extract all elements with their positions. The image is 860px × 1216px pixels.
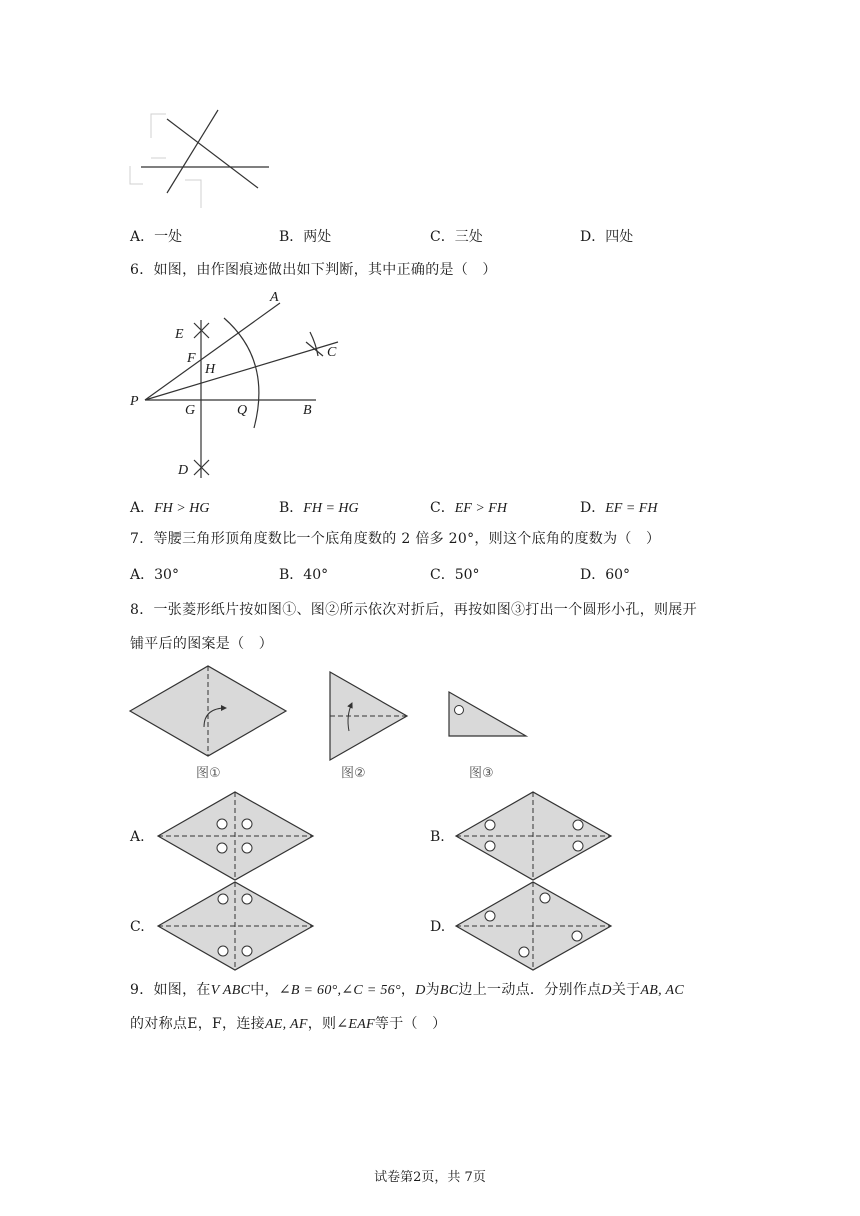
q7-option-d[interactable] xyxy=(580,564,630,584)
q9-points-ef: E，F xyxy=(187,1016,223,1032)
hole-icon xyxy=(218,946,228,956)
q5-slanted-line-1 xyxy=(167,119,258,188)
option-text: 60° xyxy=(605,567,631,583)
q9-point-d: D xyxy=(415,983,426,998)
q6-option-d[interactable] xyxy=(580,497,657,517)
option-text: 50° xyxy=(454,567,480,583)
q9-stem-line2 xyxy=(130,1013,446,1033)
hole-icon xyxy=(485,911,495,921)
option-text: 30° xyxy=(154,567,179,583)
figure-1-caption: 图① xyxy=(196,766,221,781)
q9-text: 关于 xyxy=(611,982,641,998)
mark-e-2 xyxy=(194,323,209,338)
q9-text: 9．如图，在 xyxy=(130,982,211,998)
q5-option-c[interactable] xyxy=(430,226,483,246)
q9-stem-line1 xyxy=(130,979,684,999)
label-h: H xyxy=(205,362,216,377)
ray-pa xyxy=(145,303,280,400)
option-text: 两处 xyxy=(303,229,332,245)
option-d-rhombus xyxy=(456,882,611,970)
q8-option-a-label[interactable]: A. xyxy=(130,829,145,845)
q9-angles: ∠B = 60°,∠C = 56° xyxy=(278,983,401,998)
option-letter: D． xyxy=(580,567,606,583)
option-letter: C． xyxy=(430,229,455,245)
q9-text: 边上一动点．分别作点 xyxy=(458,982,602,998)
mark-e-1 xyxy=(194,323,209,338)
mark-c-2 xyxy=(310,332,318,356)
label-a: A xyxy=(270,290,279,305)
label-b: B xyxy=(303,403,312,418)
option-letter: D． xyxy=(580,229,606,245)
q9-text: ， xyxy=(400,982,416,998)
hole-icon xyxy=(572,931,582,941)
q9-text: 中， xyxy=(250,982,279,998)
q9-text: ，连接 xyxy=(222,1016,265,1032)
q9-lines-ab-ac: AB, AC xyxy=(640,983,684,998)
q8-stem-line1: 8．一张菱形纸片按如图①、图②所示依次对折后，再按如图③打出一个圆形小孔，则展开 xyxy=(130,602,697,618)
q7-option-b[interactable] xyxy=(279,564,328,584)
q9-text: 的对称点 xyxy=(130,1016,188,1032)
option-letter: C． xyxy=(430,567,455,583)
q6-option-a[interactable] xyxy=(130,497,209,517)
q9-triangle: V ABC xyxy=(210,983,251,998)
hole-icon xyxy=(242,819,252,829)
page-footer: 试卷第2页，共 7页 xyxy=(374,1170,486,1185)
q9-text: 为 xyxy=(425,982,440,998)
label-f: F xyxy=(187,351,196,366)
hole-icon xyxy=(242,894,252,904)
q5-option-b[interactable] xyxy=(279,226,331,246)
figure-3-triangle xyxy=(449,692,526,736)
option-c-rhombus xyxy=(158,882,313,970)
q8-option-c-label[interactable]: C. xyxy=(130,919,145,935)
q7-option-a[interactable] xyxy=(130,564,179,584)
hole-icon xyxy=(455,706,464,715)
option-letter: B． xyxy=(279,567,304,583)
label-d: D xyxy=(178,463,189,478)
hole-icon xyxy=(217,843,227,853)
option-letter: A． xyxy=(130,567,155,583)
hole-icon xyxy=(540,893,550,903)
option-text: EF = FH xyxy=(605,501,658,516)
figure-1-rhombus xyxy=(130,666,286,756)
option-b-rhombus xyxy=(456,792,611,880)
option-letter: A． xyxy=(130,229,155,245)
option-letter: C． xyxy=(430,500,455,516)
label-c: C xyxy=(327,345,337,360)
figure-2-triangle xyxy=(330,672,407,760)
option-text: 三处 xyxy=(454,229,483,245)
label-g: G xyxy=(185,403,196,418)
q9-angle-eaf: ∠EAF xyxy=(336,1017,375,1032)
q5-option-a[interactable] xyxy=(130,226,182,246)
q9-segments-ae-af: AE, AF xyxy=(264,1017,308,1032)
hole-icon xyxy=(217,819,227,829)
hole-icon xyxy=(242,946,252,956)
option-letter: A． xyxy=(130,500,155,516)
q9-point-d: D xyxy=(601,983,612,998)
fold-arrow-icon xyxy=(204,708,226,727)
option-text: 40° xyxy=(303,567,329,583)
q7-option-c[interactable] xyxy=(430,564,480,584)
figure-2-caption: 图② xyxy=(341,766,366,781)
q9-segment-bc: BC xyxy=(439,983,459,998)
q6-option-c[interactable] xyxy=(430,497,507,517)
q8-option-d-label[interactable]: D. xyxy=(430,919,446,935)
q9-text: ，则 xyxy=(307,1016,337,1032)
option-letter: D． xyxy=(580,500,606,516)
option-text: EF > FH xyxy=(454,501,507,516)
q8-option-b-label[interactable]: B. xyxy=(430,829,445,845)
option-letter: B． xyxy=(279,229,304,245)
hole-icon xyxy=(573,820,583,830)
option-text: FH > HG xyxy=(154,501,210,516)
q9-text: 等于（ ） xyxy=(374,1016,447,1032)
hole-icon xyxy=(573,841,583,851)
option-letter: B． xyxy=(279,500,304,516)
hole-icon xyxy=(485,820,495,830)
option-text: FH = HG xyxy=(303,501,359,516)
hole-icon xyxy=(485,841,495,851)
arc-pq xyxy=(224,318,259,428)
hole-icon xyxy=(218,894,228,904)
q6-stem: 6．如图，由作图痕迹做出如下判断，其中正确的是（ ） xyxy=(130,262,497,278)
label-p: P xyxy=(130,394,139,409)
label-q: Q xyxy=(237,403,248,418)
q6-option-b[interactable] xyxy=(279,497,359,517)
mark-d-1 xyxy=(194,460,209,475)
fold-arrow-icon xyxy=(348,703,352,731)
q5-slanted-line-2 xyxy=(167,110,218,193)
q5-option-d[interactable] xyxy=(580,226,633,246)
q8-stem-line2: 铺平后的图案是（ ） xyxy=(130,636,273,652)
mark-d-2 xyxy=(194,460,209,475)
option-text: 四处 xyxy=(605,229,634,245)
figure-3-caption: 图③ xyxy=(469,766,494,781)
ray-pc xyxy=(145,342,338,400)
q7-stem: 7．等腰三角形顶角度数比一个底角度数的 2 倍多 20°，则这个底角的度数为（ ） xyxy=(130,531,661,547)
label-e: E xyxy=(175,327,184,342)
option-a-rhombus xyxy=(158,792,313,880)
option-text: 一处 xyxy=(154,229,183,245)
hole-icon xyxy=(519,947,529,957)
hole-icon xyxy=(242,843,252,853)
mark-c-1 xyxy=(306,342,323,356)
